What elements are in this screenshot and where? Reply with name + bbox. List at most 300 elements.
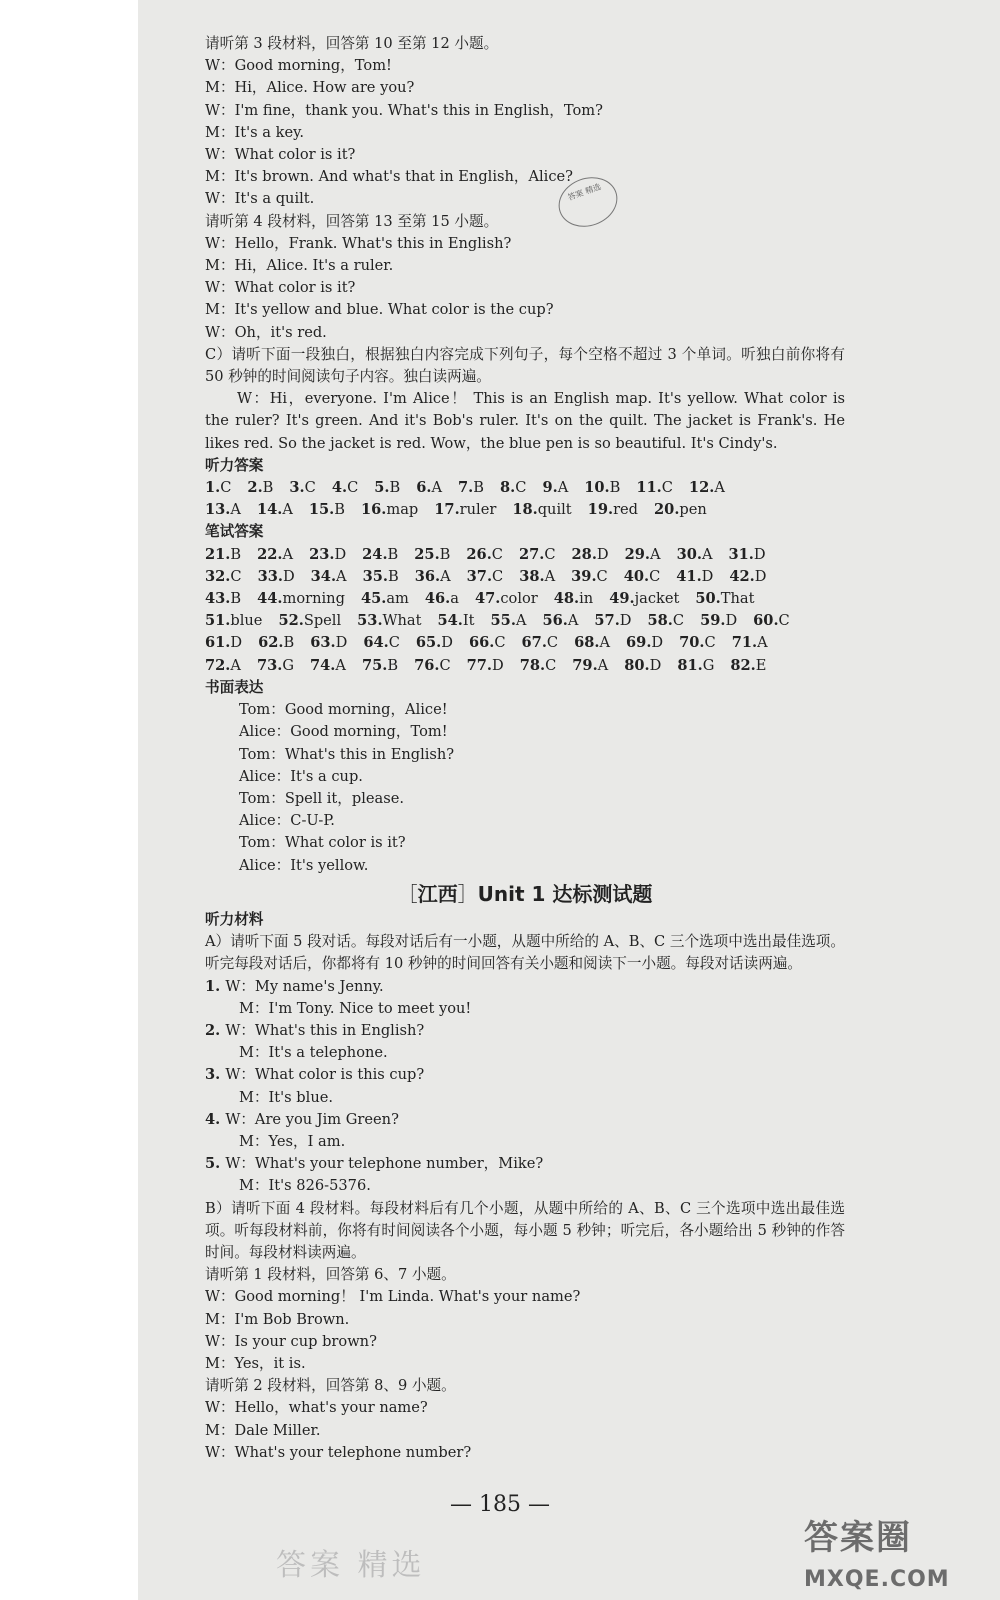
answer-value: C — [661, 479, 673, 497]
answer-number: 27. — [518, 545, 545, 563]
answer-number: 60. — [753, 612, 779, 630]
answer-item — [594, 610, 631, 632]
answer-item — [636, 477, 673, 499]
answer-item — [257, 544, 293, 566]
answer-number: 52. — [278, 612, 304, 630]
answer-value: G — [702, 656, 715, 674]
dialogue-line: W：Good morning！ I'm Linda. What's your name? — [205, 1288, 581, 1306]
answer-number: 33. — [257, 567, 283, 585]
answer-number: 50. — [695, 590, 721, 608]
answer-item — [374, 477, 400, 499]
dialogue-line: W：Hello，Frank. What's this in English? — [205, 234, 512, 252]
answer-value: D — [753, 545, 766, 563]
answer-item — [205, 499, 241, 521]
answer-number: 26. — [466, 545, 492, 563]
dialogue-line: M：It's 826-5376. — [239, 1177, 371, 1195]
dialogue-line: W：Oh，it's red. — [205, 323, 327, 341]
writing-line: Alice：Good morning，Tom! — [239, 723, 448, 741]
answer-item — [624, 566, 661, 588]
answer-value: quilt — [537, 501, 572, 519]
answer-value: C — [492, 567, 504, 585]
answer-number: 61. — [205, 634, 231, 652]
dialogue-line: M：Yes，it is. — [205, 1354, 306, 1372]
answer-number: 24. — [362, 545, 388, 563]
answer-item — [289, 477, 315, 499]
answer-value: morning — [282, 590, 345, 608]
answer-value: B — [609, 479, 621, 497]
dialogue-line: M：Hi，Alice. It's a ruler. — [205, 257, 394, 275]
dialogue-number: 2. — [205, 1021, 226, 1039]
answer-item — [677, 544, 713, 566]
dialogue-number: 3. — [205, 1066, 226, 1084]
answer-value: C — [704, 634, 716, 652]
answer-value: D — [334, 545, 347, 563]
answer-number: 47. — [474, 590, 501, 608]
writing-line: Tom：What's this in English? — [239, 745, 455, 763]
answer-number: 13. — [205, 501, 231, 519]
answer-value: D — [230, 634, 243, 652]
answer-item — [469, 632, 506, 654]
answer-item — [205, 655, 241, 677]
answer-value: C — [778, 612, 790, 630]
page-content — [205, 33, 845, 1464]
answer-number: 76. — [414, 656, 440, 674]
answer-number: 30. — [676, 545, 702, 563]
answer-number: 39. — [571, 567, 597, 585]
answer-item — [278, 610, 341, 632]
answer-item — [258, 632, 294, 654]
answer-number: 10. — [584, 479, 610, 497]
section3-intro: 请听第 3 段材料，回答第 10 至第 12 小题。 — [205, 35, 499, 52]
answer-value: ruler — [459, 501, 497, 519]
dialogue-line: W：I'm fine，thank you. What's this in English，Tom? — [205, 101, 603, 119]
answer-item — [416, 632, 453, 654]
answer-number: 17. — [434, 501, 460, 519]
answer-item — [311, 566, 347, 588]
answer-number: 23. — [309, 545, 335, 563]
dialogue-line: M：It's a key. — [205, 123, 305, 141]
answer-value: B — [389, 479, 401, 497]
answer-number: 14. — [256, 501, 283, 519]
answer-value: C — [672, 612, 685, 630]
answer-number: 8. — [500, 479, 516, 497]
dialogue-line: M：I'm Bob Brown. — [205, 1310, 350, 1328]
answer-item — [542, 477, 568, 499]
answer-number: 5. — [374, 479, 390, 497]
answer-row — [205, 610, 845, 632]
answer-item — [572, 544, 609, 566]
answer-value: E — [755, 656, 767, 674]
answer-number: 68. — [574, 634, 600, 652]
answer-value: A — [440, 567, 451, 585]
answer-value: D — [725, 612, 738, 630]
dialogue-line: W：What's your telephone number，Mike? — [225, 1155, 544, 1173]
answer-value: C — [304, 479, 316, 497]
answer-item — [753, 610, 790, 632]
answer-item — [205, 544, 241, 566]
answer-item — [700, 610, 737, 632]
writing-line: Tom：Spell it，please. — [239, 789, 405, 807]
answer-value: B — [387, 545, 399, 563]
answer-row — [205, 477, 845, 499]
dialogue-line: W：My name's Jenny. — [225, 977, 384, 995]
answer-item — [554, 588, 593, 610]
answer-item — [500, 477, 526, 499]
dialogue-line: M：I'm Tony. Nice to meet you! — [239, 999, 472, 1017]
answer-item — [677, 655, 714, 677]
writing-line: Alice：C-U-P. — [239, 812, 335, 830]
answer-item — [205, 632, 242, 654]
answer-number: 59. — [700, 612, 726, 630]
dialogue-line: W：What color is it? — [205, 279, 356, 297]
answer-number: 42. — [729, 567, 755, 585]
answer-item — [205, 477, 231, 499]
answer-item — [309, 499, 345, 521]
answer-number: 74. — [310, 656, 336, 674]
dialogue-line: M：Hi，Alice. How are you? — [205, 79, 415, 97]
answer-value: in — [579, 590, 594, 608]
answer-number: 11. — [636, 479, 662, 497]
answer-number: 80. — [624, 656, 650, 674]
answer-number: 72. — [205, 656, 231, 674]
answer-item — [572, 655, 608, 677]
watermark-url: MXQE.COM — [804, 1567, 950, 1592]
page-number: — 185 — — [450, 1492, 550, 1517]
answer-value: Spell — [303, 612, 342, 630]
answer-number: 46. — [424, 590, 451, 608]
dialogue-line: W：Good morning，Tom! — [205, 57, 392, 75]
answer-item — [626, 632, 663, 654]
stamp-mark: 答案 精选 — [552, 169, 625, 235]
answer-item — [257, 588, 345, 610]
listening-material-heading: 听力材料 — [205, 910, 264, 928]
dialogue-line: M：It's a telephone. — [239, 1044, 388, 1062]
answer-number: 55. — [490, 612, 516, 630]
answer-number: 64. — [363, 634, 389, 652]
answer-number: 75. — [361, 656, 388, 674]
answer-value: B — [473, 479, 485, 497]
answer-number: 28. — [571, 545, 597, 563]
answer-number: 25. — [414, 545, 440, 563]
answer-item — [467, 566, 504, 588]
answer-number: 34. — [310, 567, 337, 585]
answer-number: 21. — [205, 545, 231, 563]
dialogue-line: M：Yes，I am. — [239, 1132, 346, 1150]
answer-value: a — [450, 590, 459, 608]
answer-value: B — [334, 501, 345, 519]
answer-value: What — [382, 612, 422, 630]
answer-value: A — [599, 634, 611, 652]
answer-number: 51. — [205, 612, 231, 630]
answer-value: A — [701, 545, 713, 563]
answer-item — [729, 566, 766, 588]
answer-value: D — [282, 567, 295, 585]
writing-line: Alice：It's yellow. — [239, 856, 369, 874]
answer-number: 73. — [256, 656, 283, 674]
written-answers-heading: 笔试答案 — [205, 523, 264, 541]
dialogue-line: W：What color is this cup? — [225, 1066, 425, 1084]
b1-intro: 请听第 1 段材料，回答第 6、7 小题。 — [205, 1266, 456, 1284]
partC-instruction: C）请听下面一段独白，根据独白内容完成下列句子，每个空格不超过 3 个单词。听独白前你将有 50 秒钟的时间阅读句子内容。独白读两遍。 — [205, 345, 845, 386]
answer-item — [310, 632, 347, 654]
answer-value: A — [567, 612, 579, 630]
answer-item — [519, 544, 556, 566]
answer-number: 53. — [357, 612, 383, 630]
answer-value: C — [494, 634, 506, 652]
answer-number: 41. — [676, 567, 702, 585]
answer-number: 3. — [289, 479, 305, 497]
answer-item — [205, 588, 241, 610]
answer-value: B — [230, 545, 242, 563]
answer-number: 63. — [310, 634, 336, 652]
answer-item — [458, 477, 484, 499]
answer-value: A — [282, 545, 294, 563]
answer-number: 44. — [257, 590, 283, 608]
answer-item — [542, 610, 578, 632]
answer-item — [362, 655, 398, 677]
answer-number: 9. — [542, 479, 558, 497]
dialogue-line: W：What color is it? — [205, 146, 356, 164]
answer-item — [679, 632, 716, 654]
answer-value: C — [545, 656, 557, 674]
dialogue-number: 5. — [205, 1155, 226, 1173]
answer-row — [205, 632, 845, 654]
answer-item — [363, 632, 400, 654]
answer-item — [257, 655, 294, 677]
answer-number: 31. — [728, 545, 754, 563]
answer-item — [310, 655, 346, 677]
answer-value: D — [492, 656, 504, 674]
answer-number: 37. — [466, 567, 493, 585]
answer-number: 22. — [257, 545, 283, 563]
answer-value: color — [500, 590, 538, 608]
answer-item — [512, 499, 571, 521]
answer-value: A — [544, 567, 556, 585]
answer-item — [247, 477, 273, 499]
answer-item — [361, 588, 409, 610]
writing-heading: 书面表达 — [205, 678, 264, 696]
answer-number: 58. — [647, 612, 673, 630]
answer-value: D — [649, 656, 662, 674]
listening-answers — [205, 477, 845, 521]
answer-number: 29. — [624, 545, 651, 563]
dialogue-line: M：It's yellow and blue. What color is the cup? — [205, 301, 554, 319]
answer-number: 79. — [572, 656, 598, 674]
answer-number: 18. — [512, 501, 538, 519]
dialogue-item — [205, 1020, 845, 1042]
answer-value: map — [386, 501, 419, 519]
answer-value: D — [619, 612, 632, 630]
watermark-badge: 答案圈 — [804, 1518, 912, 1558]
answer-item — [414, 655, 451, 677]
writing-line: Alice：It's a cup. — [239, 767, 363, 785]
answer-number: 40. — [623, 567, 650, 585]
answer-item — [676, 566, 713, 588]
dialogue-line: M：It's blue. — [239, 1088, 333, 1106]
answer-value: A — [282, 501, 293, 519]
writing-line: Tom：What color is it? — [239, 834, 406, 852]
answer-number: 15. — [308, 501, 335, 519]
answer-item — [414, 544, 450, 566]
answer-value: A — [230, 501, 241, 519]
answer-item — [362, 544, 398, 566]
answer-number: 43. — [205, 590, 231, 608]
answer-value: C — [388, 634, 400, 652]
answer-number: 12. — [688, 479, 715, 497]
answer-number: 38. — [519, 567, 545, 585]
answer-value: D — [335, 634, 348, 652]
answer-item — [732, 632, 768, 654]
answer-number: 77. — [466, 656, 493, 674]
answer-number: 4. — [331, 479, 348, 497]
answer-item — [332, 477, 358, 499]
unit-title: ［江西］Unit 1 达标测试题 — [397, 881, 653, 906]
answer-value: B — [262, 479, 274, 497]
answer-item — [425, 588, 459, 610]
answer-item — [522, 632, 559, 654]
dialogue-item — [205, 1153, 845, 1175]
answer-value: A — [335, 656, 346, 674]
answer-number: 45. — [360, 590, 387, 608]
answer-value: red — [613, 501, 639, 519]
dialogue-item — [205, 976, 845, 998]
answer-row — [205, 655, 845, 677]
writing-line: Tom：Good morning，Alice! — [239, 701, 448, 719]
answer-item — [467, 655, 504, 677]
answer-item — [654, 499, 707, 521]
answer-value: D — [754, 567, 767, 585]
answer-value: C — [596, 567, 608, 585]
answer-row — [205, 499, 845, 521]
answer-value: A — [557, 479, 569, 497]
answer-item — [609, 588, 679, 610]
answer-item — [205, 610, 262, 632]
answer-item — [438, 610, 475, 632]
answer-number: 6. — [416, 479, 432, 497]
answer-value: C — [546, 634, 559, 652]
answer-item — [520, 655, 557, 677]
answer-item — [648, 610, 685, 632]
answer-item — [574, 632, 610, 654]
answer-value: A — [650, 545, 661, 563]
answer-number: 2. — [247, 479, 263, 497]
dialogue-line: M：It's brown. And what's that in English，Alice? — [205, 168, 573, 186]
answer-value: A — [336, 567, 347, 585]
partC-monologue: W：Hi，everyone. I'm Alice！ This is an English map. It's yellow. What color is the ruler? It's green. And it's Bob's ruler. It's on the quilt. The jacket is Frank's. He likes red. So the jacket is red. Wow，the blue pen is so beautiful. It's Cindy's. — [205, 390, 845, 452]
answer-item — [491, 610, 527, 632]
written-answers — [205, 544, 845, 677]
answer-item — [363, 566, 399, 588]
answer-row — [205, 566, 845, 588]
answer-number: 78. — [519, 656, 546, 674]
answer-value: D — [651, 634, 664, 652]
answer-item — [475, 588, 538, 610]
answer-number: 7. — [458, 479, 474, 497]
dialogue-list — [205, 976, 845, 1198]
answer-item — [689, 477, 725, 499]
answer-value: A — [757, 634, 768, 652]
answer-number: 82. — [730, 656, 756, 674]
answer-item — [695, 588, 754, 610]
answer-value: That — [720, 590, 755, 608]
answer-value: It — [462, 612, 475, 630]
answer-number: 62. — [258, 634, 284, 652]
answer-value: C — [220, 479, 232, 497]
answer-value: A — [714, 479, 725, 497]
answer-item — [729, 544, 766, 566]
answer-number: 57. — [594, 612, 620, 630]
answer-number: 56. — [542, 612, 568, 630]
dialogue-line: W：Hello，what's your name? — [205, 1399, 428, 1417]
answer-number: 66. — [468, 634, 495, 652]
dialogue-item — [205, 1064, 845, 1086]
answer-value: D — [596, 545, 609, 563]
answer-value: C — [544, 545, 556, 563]
answer-item — [415, 566, 451, 588]
answer-number: 19. — [587, 501, 614, 519]
answer-value: B — [283, 634, 295, 652]
dialogue-number: 1. — [205, 977, 226, 995]
dialogue-number: 4. — [205, 1110, 226, 1128]
answer-value: A — [230, 656, 241, 674]
dialogue-line: W：What's this in English? — [225, 1021, 425, 1039]
answer-item — [730, 655, 766, 677]
answer-item — [309, 544, 346, 566]
dialogue-item — [205, 1109, 845, 1131]
answer-number: 49. — [609, 590, 635, 608]
answer-number: 36. — [414, 567, 441, 585]
dialogue-line: W：Are you Jim Green? — [225, 1110, 399, 1128]
answer-number: 70. — [679, 634, 705, 652]
answer-number: 71. — [731, 634, 758, 652]
watermark-logo — [804, 1510, 994, 1592]
answer-item — [257, 499, 293, 521]
answer-item — [519, 566, 555, 588]
section4-intro: 请听第 4 段材料，回答第 13 至第 15 小题。 — [205, 212, 499, 230]
dialogue-line: M：Dale Miller. — [205, 1421, 321, 1439]
answer-row — [205, 544, 845, 566]
answer-value: B — [439, 545, 451, 563]
answer-number: 1. — [205, 479, 221, 497]
answer-value: C — [491, 545, 503, 563]
b2-intro: 请听第 2 段材料，回答第 8、9 小题。 — [205, 1377, 456, 1395]
answer-value: am — [386, 590, 409, 608]
answer-value: D — [701, 567, 714, 585]
answer-value: blue — [230, 612, 263, 630]
answer-value: A — [431, 479, 443, 497]
answer-value: C — [439, 656, 451, 674]
answer-value: pen — [679, 501, 707, 519]
answer-item — [416, 477, 442, 499]
listening-answers-heading: 听力答案 — [205, 456, 264, 474]
answer-item — [571, 566, 608, 588]
answer-value: A — [515, 612, 527, 630]
answer-value: C — [515, 479, 527, 497]
answer-number: 81. — [677, 656, 703, 674]
answer-value: B — [230, 590, 242, 608]
answer-number: 32. — [205, 567, 231, 585]
answer-value: B — [387, 567, 399, 585]
answer-number: 65. — [415, 634, 442, 652]
answer-number: 54. — [437, 612, 463, 630]
answer-value: C — [230, 567, 242, 585]
answer-item — [434, 499, 496, 521]
answer-value: B — [387, 656, 399, 674]
answer-item — [205, 566, 242, 588]
answer-item — [361, 499, 418, 521]
answer-value: D — [441, 634, 453, 652]
dialogue-line: W：Is your cup brown? — [205, 1332, 377, 1350]
